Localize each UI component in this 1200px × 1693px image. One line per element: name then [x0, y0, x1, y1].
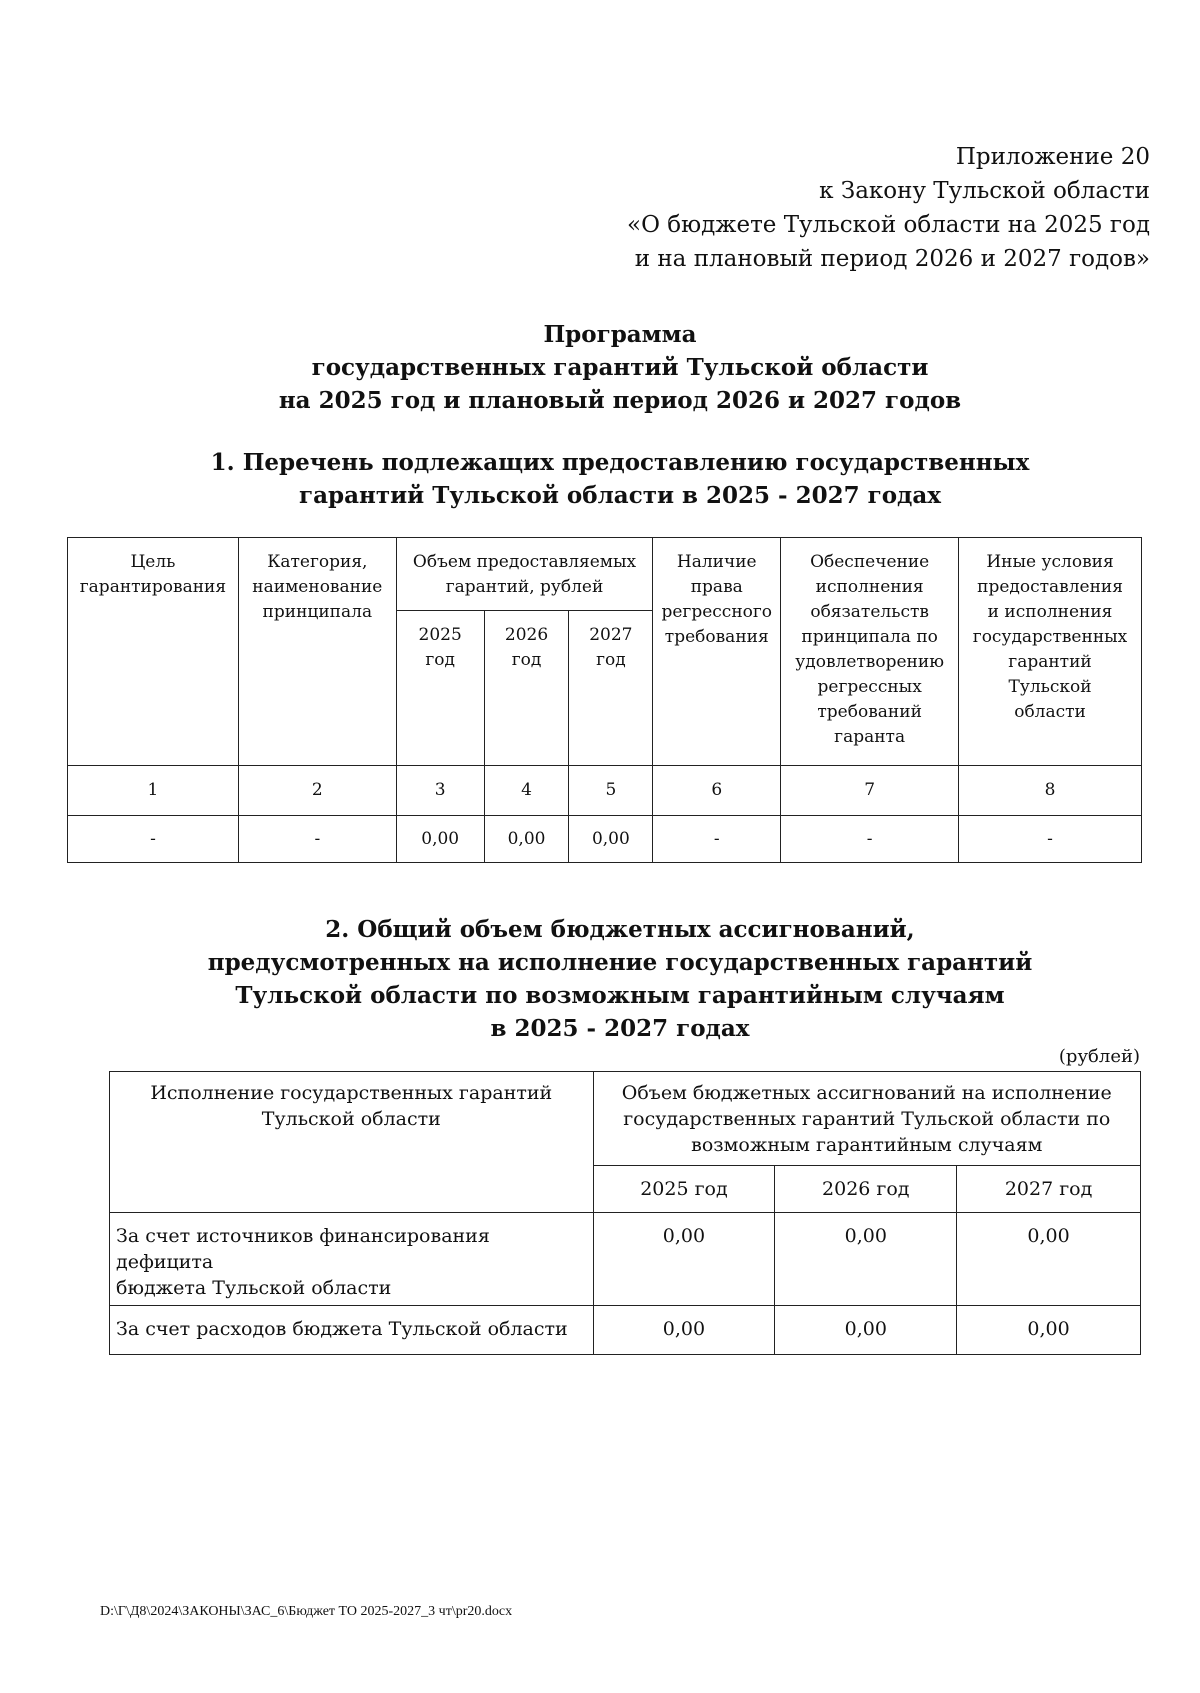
column-number: 2 [238, 766, 396, 816]
header-text: Наличие [676, 552, 757, 572]
header-text: 2027 [589, 625, 633, 645]
column-number: 3 [396, 766, 484, 816]
header-year-2025: 2025 год [593, 1166, 775, 1213]
section1-title [0, 446, 1200, 512]
header-volume [396, 538, 653, 611]
section2-title-line: 2. Общий объем бюджетных ассигнований, [325, 916, 915, 943]
header-text: удовлетворению [795, 652, 945, 672]
header-allocation-volume [593, 1072, 1140, 1166]
column-number: 5 [569, 766, 653, 816]
table-cell: 0,00 [775, 1213, 957, 1306]
header-year-2027 [569, 611, 653, 766]
header-text: Обеспечение [810, 552, 930, 572]
header-text: обязательств [810, 602, 929, 622]
table-cell: - [653, 816, 781, 863]
table-cell: 0,00 [569, 816, 653, 863]
row-label [110, 1213, 594, 1306]
table-cell: 0,00 [484, 816, 569, 863]
header-text: год [596, 650, 626, 670]
header-text: требования [664, 627, 769, 647]
appendix-line: и на плановый период 2026 и 2027 годов» [634, 246, 1150, 272]
header-other-conditions [959, 538, 1142, 766]
row-label [110, 1306, 594, 1355]
header-text: возможным гарантийным случаям [691, 1134, 1043, 1156]
table-cell: - [781, 816, 959, 863]
header-text: Исполнение государственных гарантий [150, 1082, 553, 1104]
column-number: 1 [68, 766, 239, 816]
header-text: гарантирования [79, 577, 227, 597]
table-row [68, 816, 1142, 863]
header-text: принципала по [801, 627, 938, 647]
table-row [110, 1213, 1141, 1306]
header-text: требований [817, 702, 922, 722]
table-cell: 0,00 [396, 816, 484, 863]
header-text: гарантий [1008, 652, 1092, 672]
table-cell: - [238, 816, 396, 863]
column-number: 6 [653, 766, 781, 816]
header-text: исполнения [815, 577, 924, 597]
column-numbers-row [68, 766, 1142, 816]
row-label-text: За счет источников финансирования дефицита [116, 1225, 490, 1273]
header-text: гаранта [834, 727, 906, 747]
header-text: государственных гарантий Тульской области по [623, 1108, 1111, 1130]
header-text: Цель [130, 552, 176, 572]
column-number: 7 [781, 766, 959, 816]
header-text: принципала [262, 602, 373, 622]
table-cell: 0,00 [775, 1306, 957, 1355]
header-year-2026 [484, 611, 569, 766]
header-text: Иные условия [986, 552, 1114, 572]
header-text: год [425, 650, 455, 670]
header-security [781, 538, 959, 766]
section1-title-line: 1. Перечень подлежащих предоставлению государственных [210, 449, 1030, 476]
header-text: регрессных [817, 677, 922, 697]
header-year-2025 [396, 611, 484, 766]
table-row [110, 1306, 1141, 1355]
header-regress [653, 538, 781, 766]
header-text: гарантий, рублей [445, 577, 604, 597]
header-text: области [1014, 702, 1086, 722]
header-year-2026: 2026 год [775, 1166, 957, 1213]
budget-allocations-table [109, 1071, 1141, 1355]
row-label-text: За счет расходов бюджета Тульской области [116, 1318, 568, 1340]
header-goal [68, 538, 239, 766]
header-text: регрессного [661, 602, 773, 622]
section1-title-line: гарантий Тульской области в 2025 - 2027 годах [299, 482, 941, 509]
program-title-line: Программа [543, 321, 697, 348]
table-cell: 0,00 [957, 1213, 1141, 1306]
header-text: Тульской [1008, 677, 1092, 697]
appendix-line: «О бюджете Тульской области на 2025 год [627, 212, 1150, 238]
header-text: 2025 [418, 625, 462, 645]
header-text: Тульской области [261, 1108, 441, 1130]
header-text: государственных [972, 627, 1128, 647]
file-path: D:\Г\Д8\2024\ЗАКОНЫ\ЗАС_6\Бюджет ТО 2025-2027_3 чт\pr20.docx [100, 1604, 513, 1619]
header-text: 2026 [504, 625, 549, 645]
table-cell: - [959, 816, 1142, 863]
section2-title-line: предусмотренных на исполнение государственных гарантий [207, 949, 1033, 976]
header-execution [110, 1072, 594, 1213]
unit-label: (рублей) [1058, 1046, 1140, 1067]
program-title-line: государственных гарантий Тульской области [311, 354, 929, 381]
guarantees-list-table [67, 537, 1142, 863]
table-cell: 0,00 [593, 1306, 775, 1355]
appendix-header [590, 140, 1150, 276]
column-number: 4 [484, 766, 569, 816]
program-title [0, 318, 1200, 417]
header-text: Категория, [267, 552, 368, 572]
section2-title-line: в 2025 - 2027 годах [490, 1015, 750, 1042]
section2-title-line: Тульской области по возможным гарантийным случаям [235, 982, 1005, 1009]
table-cell: 0,00 [957, 1306, 1141, 1355]
header-text: наименование [252, 577, 383, 597]
header-text: Объем бюджетных ассигнований на исполнение [621, 1082, 1112, 1104]
column-number: 8 [959, 766, 1142, 816]
header-text: права [690, 577, 743, 597]
header-year-2027: 2027 год [957, 1166, 1141, 1213]
row-label-text: бюджета Тульской области [116, 1277, 392, 1299]
table-cell: - [68, 816, 239, 863]
header-text: Объем предоставляемых [412, 552, 637, 572]
table-cell: 0,00 [593, 1213, 775, 1306]
header-category [238, 538, 396, 766]
appendix-line: к Закону Тульской области [819, 178, 1150, 204]
header-text: год [511, 650, 542, 670]
section2-title [0, 913, 1200, 1045]
header-text: предоставления [977, 577, 1123, 597]
header-text: и исполнения [987, 602, 1113, 622]
appendix-line: Приложение 20 [955, 144, 1150, 170]
program-title-line: на 2025 год и плановый период 2026 и 2027 годов [278, 387, 962, 414]
